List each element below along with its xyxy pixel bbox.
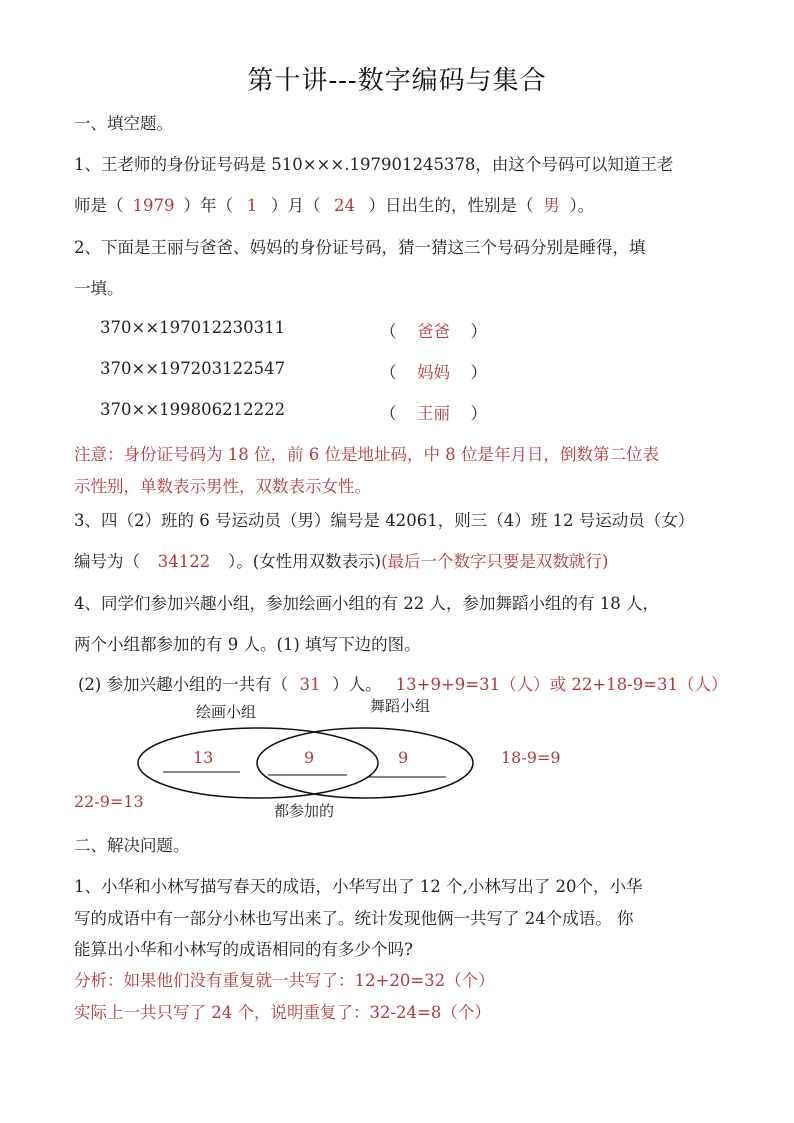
q1-answer-year: 1979: [132, 196, 175, 215]
q1-answer-sex: 男: [543, 196, 560, 215]
id-row-2-number: 370××197203122547: [100, 359, 286, 378]
s2-q1-line3: 能算出小华和小林写的成语相同的有多少个吗?: [74, 940, 413, 959]
q3-text: ）。(女性用双数表示): [228, 552, 382, 571]
venn-calc-right: 18-9=9: [501, 748, 561, 767]
q1-text: ）。: [569, 196, 595, 215]
q3-answer: 34122: [157, 552, 211, 571]
id-row-3-number: 370××199806212222: [100, 400, 286, 419]
section2-heading: 二、解决问题。: [74, 836, 190, 855]
q2-line1: 2、下面是王丽与爸爸、妈妈的身份证号码，猜一猜这三个号码分别是睡得，填: [74, 238, 646, 257]
q1-text: ）月（: [271, 196, 321, 215]
paren: （: [380, 363, 397, 382]
q4-answer-total: 31: [299, 675, 321, 694]
paren: （: [380, 322, 397, 341]
answer-wangli: 王丽: [417, 404, 450, 423]
q4-text: (2) 参加兴趣小组的一共有（: [78, 675, 289, 694]
s2-q1-analysis1: 分析：如果他们没有重复就一共写了：12+20=32（个）: [74, 971, 495, 990]
venn-number-left: 13: [193, 748, 214, 767]
answer-mom: 妈妈: [417, 363, 450, 382]
q3-hint: (最后一个数字只要是双数就行): [381, 552, 609, 571]
s2-q1-analysis2: 实际上一共只写了 24 个，说明重复了：32-24=8（个）: [74, 1003, 491, 1022]
paren: （: [380, 404, 397, 423]
section1-heading: 一、填空题。: [74, 114, 173, 133]
paren: ）: [470, 322, 487, 341]
q1-text: ）年（: [183, 196, 233, 215]
venn-number-right: 9: [398, 748, 409, 767]
q2-line2: 一填。: [74, 279, 124, 298]
q4-text: ）人。: [332, 675, 382, 694]
note-line2: 示性别，单数表示男性，双数表示女性。: [74, 477, 371, 496]
answer-dad: 爸爸: [417, 322, 450, 341]
q1-text: ）日出生的，性别是（: [368, 196, 534, 215]
venn-calc-left: 22-9=13: [74, 792, 144, 811]
q3-line1: 3、四（2）班的 6 号运动员（男）编号是 42061，则三（4）班 12 号运动员（女）: [74, 511, 695, 530]
s2-q1-line1: 1、小华和小林写描写春天的成语，小华写出了 12 个,小林写出了 20个，小华: [74, 877, 643, 896]
venn-label-dance: 舞蹈小组: [370, 697, 431, 715]
paren: ）: [470, 404, 487, 423]
q4-line2: 两个小组都参加的有 9 人。(1) 填写下边的图。: [74, 635, 421, 654]
q1-answer-day: 24: [334, 196, 355, 215]
venn-label-both: 都参加的: [274, 802, 335, 820]
venn-label-painting: 绘画小组: [196, 703, 257, 721]
id-row-1-number: 370××197012230311: [100, 318, 286, 337]
q1-answer-month: 1: [246, 196, 258, 215]
paren: ）: [470, 363, 487, 382]
q4-line1: 4、同学们参加兴趣小组，参加绘画小组的有 22 人，参加舞蹈小组的有 18 人，: [74, 594, 659, 613]
q1-text: 师是（: [74, 196, 124, 215]
page-title: 第十讲---数字编码与集合: [247, 66, 547, 96]
venn-circle-painting: [138, 728, 378, 798]
s2-q1-line2: 写的成语中有一部分小林也写出来了。统计发现他俩一共写了 24个成语。 你: [74, 909, 634, 928]
q4-calc: 13+9+9=31（人）或 22+18-9=31（人）: [395, 675, 728, 694]
venn-circle-dance: [257, 728, 473, 798]
q1-line1: 1、王老师的身份证号码是 510×××.197901245378，由这个号码可以知道王老: [74, 155, 674, 174]
q3-text: 编号为（: [74, 552, 140, 571]
venn-number-middle: 9: [304, 748, 315, 767]
note-line1: 注意：身份证号码为 18 位，前 6 位是地址码，中 8 位是年月日，倒数第二位表: [74, 445, 659, 464]
